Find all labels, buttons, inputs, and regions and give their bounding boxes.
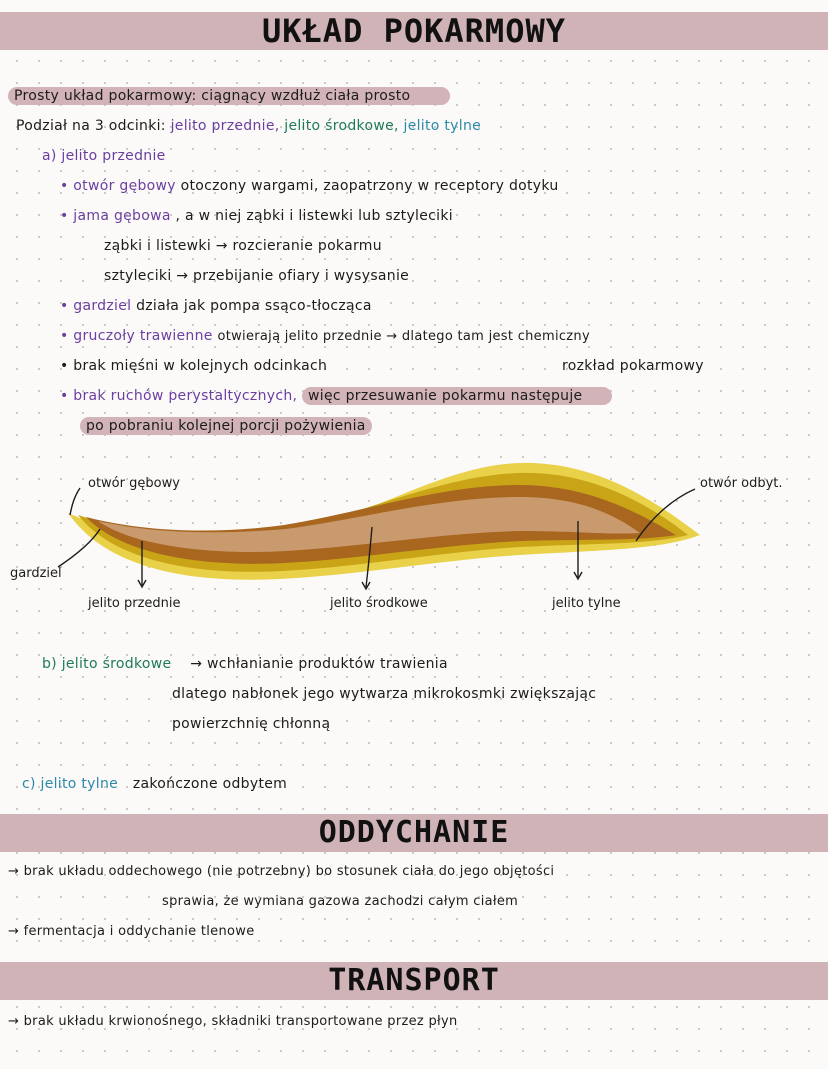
breathing-line1: → brak układu oddechowego (nie potrzebny) bo stosunek ciała do jego objętości (8, 864, 555, 879)
peristalsis-cont-highlight: po pobraniu kolejnej porcji pożywienia (80, 417, 372, 435)
transport-line1: → brak układu krwionośnego, składniki transportowane przez płyn (8, 1014, 458, 1029)
label-mouth: otwór gębowy (88, 476, 180, 491)
b-line2: dlatego nabłonek jego wytwarza mikrokosmki zwiększając (172, 686, 597, 702)
a-label: a) jelito przednie (42, 148, 166, 164)
part-front: jelito przednie, (170, 118, 280, 134)
b-label: b) jelito środkowe (42, 656, 172, 672)
bullet-glands (60, 328, 590, 344)
b-line3: powierzchnię chłonną (172, 716, 331, 732)
intro-highlight: Prosty układ pokarmowy: ciągnący wzdłuż ciała prosto (8, 87, 450, 105)
bullet-glands-rest: otwierają jelito przednie → dlatego tam jest chemiczny (217, 329, 590, 344)
label-anus: otwór odbyt. (700, 476, 783, 491)
c-label: c) jelito tylne (22, 776, 119, 792)
label-middle: jelito środkowe (330, 596, 428, 611)
part-middle: jelito środkowe, (284, 118, 399, 134)
breathing-line2: sprawia, że wymiana gazowa zachodzi całym ciałem (162, 894, 519, 909)
bullet-peristalsis-cont (80, 418, 372, 434)
bullet-oral-cavity (60, 208, 453, 224)
c-line (22, 776, 287, 792)
label-pharynx: gardziel (10, 566, 62, 581)
bullet-mouth (60, 178, 559, 194)
label-back: jelito tylne (552, 596, 621, 611)
b-line1 (42, 656, 448, 672)
bullet-oral-cavity-term: • jama gębowa (60, 208, 171, 224)
part-back: jelito tylne (403, 118, 482, 134)
bullet-mouth-rest: otoczony wargami, zaopatrzony w receptory dotyku (180, 178, 559, 194)
breathing-title: ODDYCHANIE (318, 815, 510, 850)
bullet-muscles: • brak mięśni w kolejnych odcinkach (60, 358, 328, 374)
bullet-pharynx-term: • gardziel (60, 298, 132, 314)
transport-title: TRANSPORT (328, 963, 500, 998)
page-title: UKŁAD POKARMOWY (262, 12, 566, 50)
bullet-glands-term: • gruczoły trawienne (60, 328, 213, 344)
bullet-oral-cavity-rest: , a w niej ząbki i listewki lub sztyleciki (175, 208, 453, 224)
bullet-pharynx-rest: działa jak pompa ssąco-tłocząca (136, 298, 372, 314)
division-line (16, 118, 481, 134)
bullet-peristalsis-term: • brak ruchów perystaltycznych, (60, 388, 298, 404)
bullet-mouth-term: • otwór gębowy (60, 178, 176, 194)
intro-line (8, 88, 450, 104)
division-prefix: Podział na 3 odcinki: (16, 118, 166, 134)
bullet-pharynx (60, 298, 372, 314)
bullet-peristalsis-rest: więc przesuwanie pokarmu następuje (302, 387, 612, 405)
bullet-muscles-cont: rozkład pokarmowy (562, 358, 704, 374)
sub-teeth: ząbki i listewki → rozcieranie pokarmu (104, 238, 382, 254)
label-front: jelito przednie (88, 596, 181, 611)
breathing-line3: → fermentacja i oddychanie tlenowe (8, 924, 255, 939)
bullet-peristalsis (60, 388, 612, 404)
sub-stylets: sztyleciki → przebijanie ofiary i wysysanie (104, 268, 410, 284)
pointer-mouth (70, 488, 80, 515)
c-rest: zakończone odbytem (132, 776, 288, 792)
b-rest: → wchłanianie produktów trawienia (190, 656, 448, 672)
